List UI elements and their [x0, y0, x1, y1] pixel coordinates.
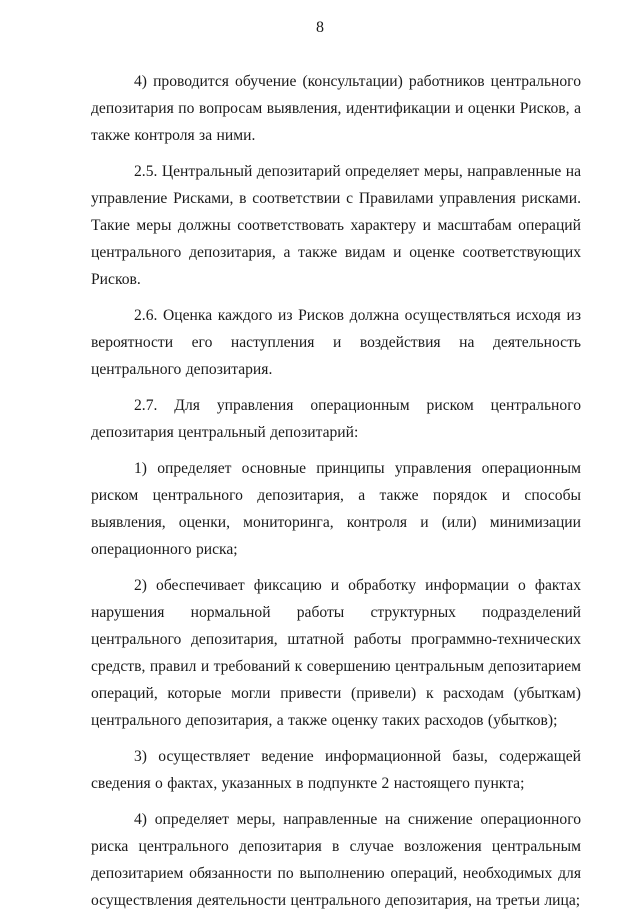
- paragraph-item-4-training: 4) проводится обучение (консультации) работников центрального депозитария по вопросам выявления, идентификации и оценки Рисков, а также контроля за ними.: [91, 73, 581, 144]
- paragraph-item-3-database: 3) осуществляет ведение информационной базы, содержащей сведения о фактах, указанных в подпункте 2 настоящего пункта;: [91, 748, 581, 792]
- paragraph-2-7-operational-risk: 2.7. Для управления операционным риском центрального депозитария центральный депозитарий:: [91, 397, 581, 441]
- paragraph-2-6-risk-assessment: 2.6. Оценка каждого из Рисков должна осуществляться исходя из вероятности его наступления и воздействия на деятельность центрального депозитария.: [91, 307, 581, 378]
- paragraph-item-2-incident-recording: 2) обеспечивает фиксацию и обработку информации о фактах нарушения нормальной работы структурных подразделений центрального депозитария, штатной работы программно-технических средств, правил и требований к совершению центральным депозитарием операций, которые могли привести (привели) к расходам (убыткам) центрального депозитария, а также оценку таких расходов (убытков);: [91, 577, 581, 729]
- page-number: 8: [316, 19, 324, 36]
- paragraph-2-5-risk-measures: 2.5. Центральный депозитарий определяет меры, направленные на управление Рисками, в соответствии с Правилами управления рисками. Такие меры должны соответствовать характеру и масштабам операций центрального депозитария, а также видам и оценке соответствующих Рисков.: [91, 163, 581, 288]
- document-body: [91, 68, 581, 923]
- paragraph-item-4-outsourcing: 4) определяет меры, направленные на снижение операционного риска центрального депозитария в случае возложения центральным депозитарием обязанности по выполнению операций, необходимых для осуществления деятельности центрального депозитария, на третьи лица;: [91, 811, 581, 909]
- paragraph-item-1-principles: 1) определяет основные принципы управления операционным риском центрального депозитария, а также порядок и способы выявления, оценки, мониторинга, контроля и (или) минимизации операционного риска;: [91, 460, 581, 558]
